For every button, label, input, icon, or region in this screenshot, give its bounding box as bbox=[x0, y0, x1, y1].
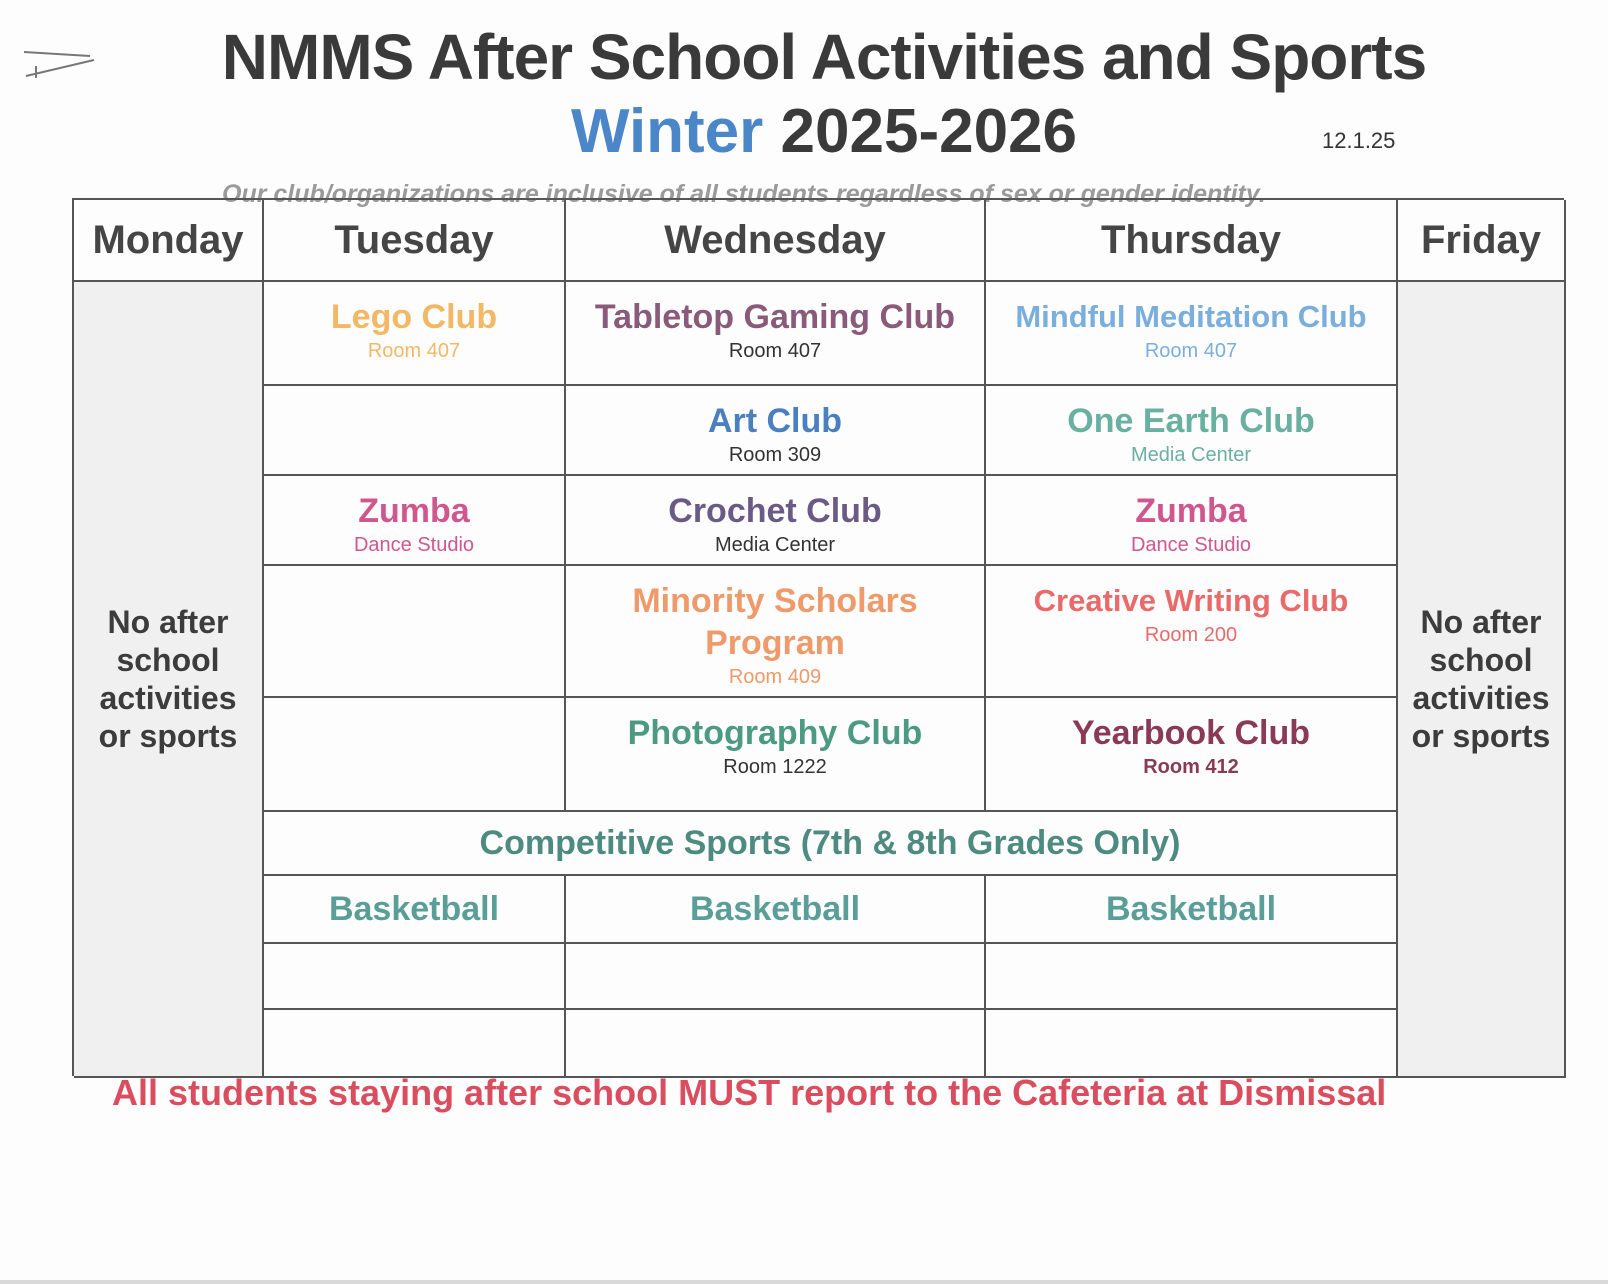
activity-room: Room 200 bbox=[1144, 624, 1238, 646]
activity-name: Crochet Club bbox=[668, 492, 882, 530]
empty-cell bbox=[264, 386, 566, 476]
activity-room: Media Center bbox=[1130, 444, 1252, 466]
activity-cell bbox=[566, 566, 986, 698]
activity-name: Yearbook Club bbox=[1071, 714, 1311, 752]
activity-room: Dance Studio bbox=[353, 534, 475, 556]
empty-cell bbox=[264, 944, 566, 1010]
sport-tuesday: Basketball bbox=[264, 876, 566, 944]
activity-room: Room 409 bbox=[728, 666, 822, 688]
activity-cell bbox=[986, 282, 1398, 386]
activity-name: Lego Club bbox=[330, 298, 498, 336]
activity-room: Room 309 bbox=[728, 444, 822, 466]
activity-cell bbox=[986, 476, 1398, 566]
revision-date: 12.1.25 bbox=[1322, 128, 1396, 153]
inclusive-note: Our club/organizations are inclusive of all students regardless of sex or gender identity. bbox=[222, 180, 1266, 208]
activity-name: Zumba bbox=[1135, 492, 1247, 530]
activity-name: Zumba bbox=[358, 492, 470, 530]
activity-cell bbox=[566, 282, 986, 386]
activity-cell bbox=[566, 476, 986, 566]
activity-name: Mindful Meditation Club bbox=[1015, 299, 1367, 334]
activity-name: One Earth Club bbox=[1067, 402, 1315, 440]
activity-room: Room 407 bbox=[1144, 340, 1238, 362]
empty-cell bbox=[986, 944, 1398, 1010]
activity-cell bbox=[986, 566, 1398, 698]
activity-name: Art Club bbox=[707, 402, 843, 440]
activity-room: Room 1222 bbox=[723, 756, 827, 778]
empty-cell bbox=[264, 566, 566, 698]
activity-name: Tabletop Gaming Club bbox=[594, 298, 956, 336]
season-years: 2025-2026 bbox=[780, 97, 1078, 166]
empty-cell bbox=[566, 1010, 986, 1078]
schedule-table bbox=[72, 198, 1564, 1076]
friday-no-activities: No after school activities or sports bbox=[1398, 282, 1566, 1078]
sport-wednesday: Basketball bbox=[566, 876, 986, 944]
activity-cell bbox=[986, 698, 1398, 812]
activity-name: Photography Club bbox=[627, 714, 923, 752]
header-friday: Friday bbox=[1398, 200, 1566, 282]
header-thursday: Thursday bbox=[986, 200, 1398, 282]
activity-cell bbox=[264, 476, 566, 566]
activity-room: Room 407 bbox=[728, 340, 822, 362]
header-tuesday: Tuesday bbox=[264, 200, 566, 282]
activity-cell bbox=[264, 282, 566, 386]
dismissal-notice: All students staying after school MUST report to the Cafeteria at Dismissal bbox=[112, 1072, 1387, 1113]
empty-cell bbox=[264, 1010, 566, 1078]
activity-cell bbox=[986, 386, 1398, 476]
activity-room: Room 407 bbox=[367, 340, 461, 362]
activity-cell bbox=[566, 386, 986, 476]
activity-room: Room 412 bbox=[1143, 756, 1239, 778]
season-name: Winter bbox=[570, 97, 764, 166]
empty-cell bbox=[566, 944, 986, 1010]
sports-heading: Competitive Sports (7th & 8th Grades Only) bbox=[264, 812, 1398, 876]
empty-cell bbox=[986, 1010, 1398, 1078]
activity-room: Media Center bbox=[714, 534, 836, 556]
activity-room: Dance Studio bbox=[1130, 534, 1252, 556]
activity-name: Creative Writing Club bbox=[1033, 583, 1349, 618]
activity-cell bbox=[566, 698, 986, 812]
empty-cell bbox=[264, 698, 566, 812]
header-wednesday: Wednesday bbox=[566, 200, 986, 282]
header-monday: Monday bbox=[74, 200, 264, 282]
page-title: NMMS After School Activities and Sports bbox=[221, 21, 1427, 93]
monday-no-activities: No after school activities or sports bbox=[74, 282, 264, 1078]
sport-thursday: Basketball bbox=[986, 876, 1398, 944]
activity-name: Minority Scholars Program bbox=[632, 582, 918, 662]
